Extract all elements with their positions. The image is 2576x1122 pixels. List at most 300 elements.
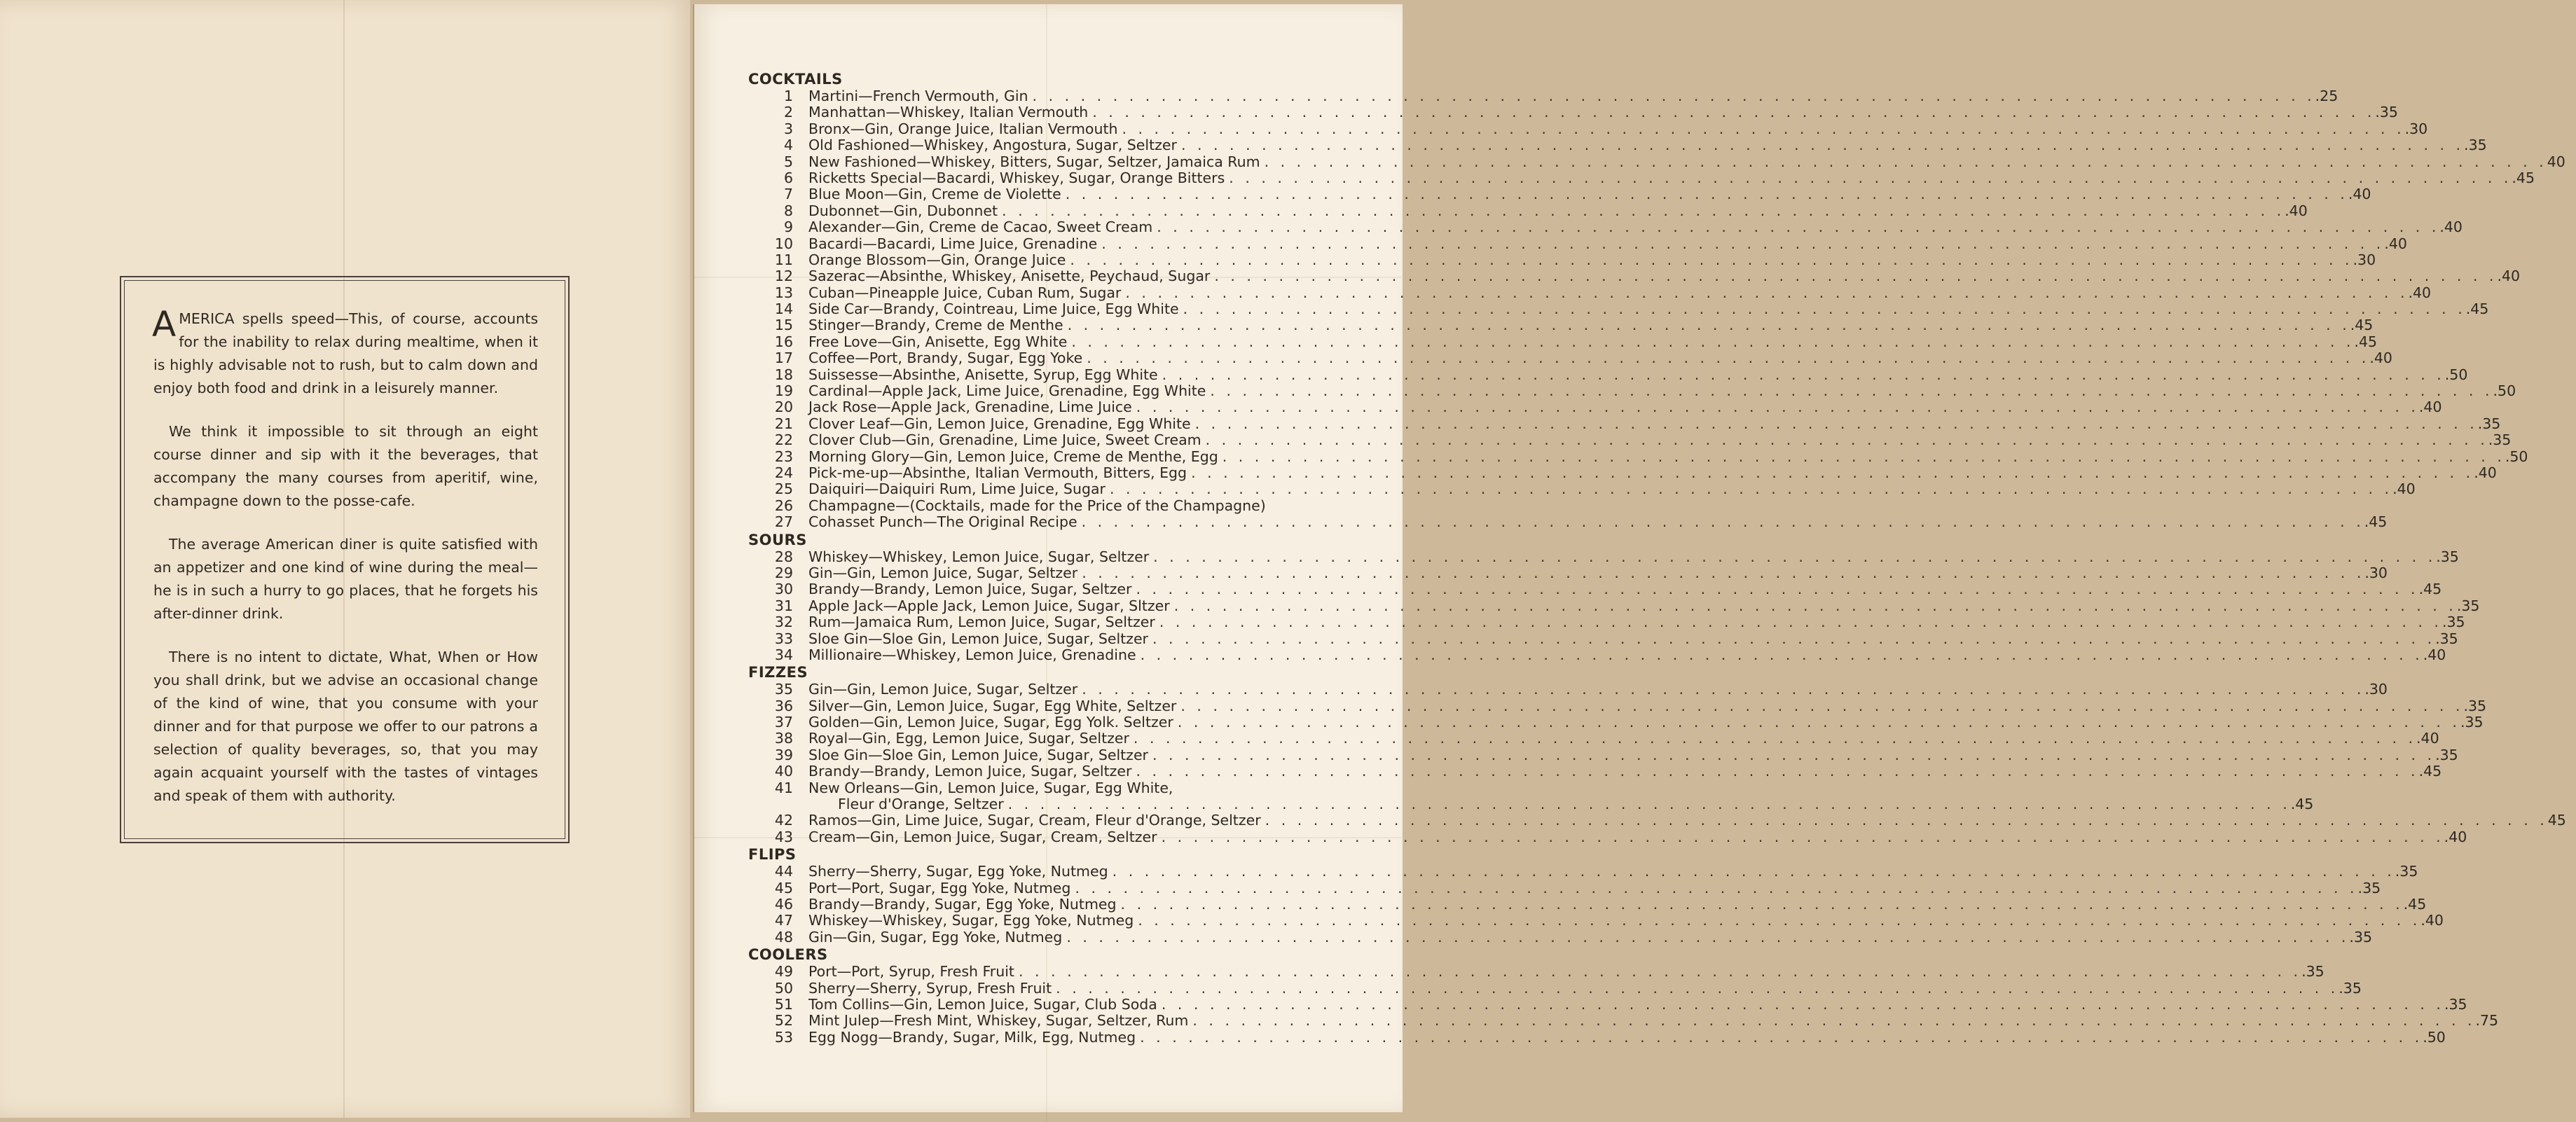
item-description-wrap [808, 252, 2353, 268]
item-number: 32 [774, 614, 793, 631]
item-description: Pick-me-up—Absinthe, Italian Vermouth, Bitters, Egg [808, 464, 1187, 481]
item-number: 8 [783, 202, 793, 219]
item-number: 46 [774, 895, 793, 913]
dot-leader: . . . . . . . . . . . . . . . . . . . . . . . . . . . . . . . . . . . . . . . . . . . . . . . . . . . . . . . . . . . . . . . . . . . . . . . . . . . . . . . . [1067, 317, 2350, 334]
item-price: .40 [2474, 464, 2497, 481]
intro-frame [120, 276, 570, 843]
menu-item [748, 169, 2535, 186]
menu-item [748, 498, 1340, 514]
item-description: Daiquiri—Daiquiri Rum, Lime Juice, Sugar [808, 480, 1106, 498]
item-description: Martini—French Vermouth, Gin [808, 88, 1028, 104]
item-description-wrap [808, 714, 2460, 730]
item-price: .45 [2418, 581, 2442, 598]
item-description: New Orleans—Gin, Lemon Juice, Sugar, Egg White, [808, 779, 1173, 796]
item-price: .25 [2315, 88, 2339, 104]
menu-item [748, 995, 2467, 1013]
item-price: .50 [2505, 448, 2528, 465]
item-description-wrap [808, 285, 2408, 301]
item-description: Sloe Gin—Sloe Gin, Lemon Juice, Sugar, Seltzer [808, 630, 1148, 647]
item-number: 26 [774, 497, 793, 514]
item-price: .40 [2423, 646, 2446, 663]
dot-leader: . . . . . . . . . . . . . . . . . . . . . . . . . . . . . . . . . . . . . . . . . . . . . . . . . . . . . . . . . . . . . . . . . . . . . . . . . . . . . . . . [1112, 863, 2395, 880]
menu-item [748, 349, 2392, 367]
item-number: 20 [774, 399, 793, 416]
item-description: Champagne—(Cocktails, made for the Price of the Champagne) [808, 497, 1266, 514]
item-number: 41 [774, 779, 793, 796]
menu-item [748, 366, 2468, 383]
item-description: Brandy—Brandy, Lemon Juice, Sugar, Seltzer [808, 581, 1132, 598]
item-description-wrap [808, 383, 2493, 399]
dot-leader: . . . . . . . . . . . . . . . . . . . . . . . . . . . . . . . . . . . . . . . . . . . . . . . . . . . . . . . . . . . . . . . . . . . . . . . . . . . . . . . . [1161, 995, 2444, 1013]
item-description: Sloe Gin—Sloe Gin, Lemon Juice, Sugar, Seltzer [808, 746, 1148, 763]
item-description-wrap [808, 432, 2488, 448]
dot-leader: . . . . . . . . . . . . . . . . . . . . . . . . . . . . . . . . . . . . . . . . . . . . . . . . . . . . . . . . . . . . . . . . . . . . . . . . . . . . . . . . [1120, 895, 2404, 913]
item-price: 40 [2547, 153, 2565, 170]
menu-item [748, 251, 2376, 268]
item-number: 10 [774, 235, 793, 252]
item-number: 40 [774, 763, 793, 780]
item-description-wrap [808, 268, 2497, 284]
item-description-wrap [808, 913, 2420, 929]
item-price: .45 [2465, 300, 2489, 318]
dot-leader [1173, 780, 1312, 796]
menu-item [748, 120, 2428, 137]
menu-item [748, 235, 2407, 252]
item-description: Manhattan—Whiskey, Italian Vermouth [808, 104, 1089, 121]
item-description: Golden—Gin, Lemon Juice, Sugar, Egg Yolk. Seltzer [808, 714, 1173, 731]
menu-item [748, 480, 2416, 498]
item-description-wrap [808, 864, 2395, 880]
menu-item [748, 681, 2388, 698]
dot-leader: . . . . . . . . . . . . . . . . . . . . . . . . . . . . . . . . . . . . . . . . . . . . . . . . . . . . . . . . . . . . . . . . . . . . . . . . . . . . . . . . [1140, 646, 2423, 663]
item-number: 9 [783, 219, 793, 236]
item-number: 30 [774, 581, 793, 598]
item-number: 53 [774, 1028, 793, 1046]
item-description-wrap [808, 1013, 2476, 1029]
item-description: Royal—Gin, Egg, Lemon Juice, Sugar, Seltzer [808, 730, 1129, 747]
item-description-wrap [808, 565, 2364, 581]
item-price: .45 [2354, 333, 2378, 350]
item-description-wrap [808, 399, 2419, 415]
item-description-wrap [808, 154, 2547, 170]
item-description-wrap [808, 981, 2339, 997]
menu-item [748, 564, 2388, 581]
item-number: 36 [774, 697, 793, 714]
item-price: .45 [2512, 169, 2535, 186]
item-number: 44 [774, 863, 793, 880]
menu-item [748, 597, 2480, 614]
menu-item [748, 763, 2442, 780]
item-description: Port—Port, Syrup, Fresh Fruit [808, 963, 1014, 981]
item-description: Free Love—Gin, Anisette, Egg White [808, 333, 1068, 350]
menu-item [748, 219, 2463, 236]
dot-leader: . . . . . . . . . . . . . . . . . . . . . . . . . . . . . . . . . . . . . . . . . . . . . . . . . . . . . . . . . . . . . . . . . . . . . . . . . . . . . . . . [1002, 202, 2285, 219]
menu-item [748, 513, 2388, 531]
item-description-wrap [808, 929, 2349, 946]
item-description: Sherry—Sherry, Sugar, Egg Yoke, Nutmeg [808, 863, 1108, 880]
item-description-wrap [808, 317, 2350, 333]
dot-leader: . . . . . . . . . . . . . . . . . . . . . . . . . . . . . . . . . . . . . . . . . . . . . . . . . . . . . . . . . . . . . . . . . . . . . . . . . . . . . . . . [1133, 730, 2417, 747]
menu-item [748, 202, 2308, 219]
dot-leader: . . . . . . . . . . . . . . . . . . . . . . . . . . . . . . . . . . . . . . . . . . . . . . . . . . . . . . . . . . . . . . . . . . . . . . . . . . . . . . . . [1071, 333, 2355, 350]
dot-leader: . . . . . . . . . . . . . . . . . . . . . . . . . . . . . . . . . . . . . . . . . . . . . . . . . . . . . . . . . . . . . . . . . . . . . . . . . . . . . . . . [1157, 219, 2440, 236]
item-price: .40 [2416, 730, 2439, 747]
dot-leader: . . . . . . . . . . . . . . . . . . . . . . . . . . . . . . . . . . . . . . . . . . . . . . . . . . . . . . . . . . . . . . . . . . . . . . . . . . . . . . . . [1210, 382, 2493, 400]
item-description-wrap [808, 681, 2364, 698]
item-description: Dubonnet—Gin, Dubonnet [808, 202, 998, 219]
item-description: Whiskey—Whiskey, Lemon Juice, Sugar, Seltzer [808, 548, 1150, 565]
item-description-wrap [808, 598, 2457, 614]
dot-leader: . . . . . . . . . . . . . . . . . . . . . . . . . . . . . . . . . . . . . . . . . . . . . . . . . . . . . . . . . . . . . . . . . . . . . . . . . . . . . . . . [1136, 763, 2419, 780]
menu-item [748, 630, 2458, 647]
dropcap: A [152, 304, 177, 345]
item-price: .40 [2444, 828, 2467, 845]
item-number: 29 [774, 564, 793, 581]
item-number: 15 [774, 317, 793, 334]
item-description-wrap [808, 481, 2392, 497]
item-price: .45 [2418, 763, 2442, 780]
item-price: .50 [2444, 366, 2468, 383]
item-number: 27 [774, 513, 793, 531]
item-description-wrap [808, 416, 2478, 432]
item-description-wrap [808, 465, 2474, 481]
item-price: .30 [2353, 251, 2376, 268]
item-number: 3 [783, 120, 793, 137]
item-description-wrap [808, 747, 2435, 763]
dot-leader: . . . . . . . . . . . . . . . . . . . . . . . . . . . . . . . . . . . . . . . . . . . . . . . . . . . . . . . . . . . . . . . . . . . . . . . . . . . . . . . . [1183, 300, 2466, 318]
dot-leader: . . . . . . . . . . . . . . . . . . . . . . . . . . . . . . . . . . . . . . . . . . . . . . . . . . . . . . . . . . . . . . . . . . . . . . . . . . . . . . . . [1205, 431, 2488, 449]
item-description: Alexander—Gin, Creme de Cacao, Sweet Cream [808, 219, 1153, 236]
item-number: 35 [774, 681, 793, 698]
dot-leader: . . . . . . . . . . . . . . . . . . . . . . . . . . . . . . . . . . . . . . . . . . . . . . . . . . . . . . . . . . . . . . . . . . . . . . . . . . . . . . . . [1018, 963, 2302, 981]
dot-leader: . . . . . . . . . . . . . . . . . . . . . . . . . . . . . . . . . . . . . . . . . . . . . . . . . . . . . . . . . . . . . . . . . . . . . . . . . . . . . . . . [1162, 366, 2445, 383]
intro-paragraph-4: There is no intent to dictate, What, When or How you shall drink, but we advise an occasional change of the kind of wine, that you consume with your dinner and for that purpose we offer to our patrons a selection of quality beverages, so, that you may again acquaint yourself with the tastes of vintages and speak of them with authority. [153, 649, 538, 804]
item-price: 45 [2547, 812, 2566, 829]
item-number: 13 [774, 284, 793, 301]
item-description: Cohasset Punch—The Original Recipe [808, 513, 1077, 531]
item-number: 42 [774, 812, 793, 829]
item-description: Clover Leaf—Gin, Lemon Juice, Grenadine, Egg White [808, 415, 1191, 432]
item-number: 14 [774, 300, 793, 318]
intro-paragraph-3: The average American diner is quite satisfied with an appetizer and one kind of wine during the meal—he is in such a hurry to go places, that he forgets his after-dinner drink. [153, 536, 538, 622]
menu-item [748, 104, 2398, 121]
item-price: .35 [2456, 597, 2480, 614]
menu-item [748, 548, 2459, 565]
menu-item [748, 88, 2339, 104]
item-price: .35 [2339, 979, 2362, 997]
item-description: Suissesse—Absinthe, Anisette, Syrup, Egg White [808, 366, 1158, 383]
item-description-wrap [808, 121, 2405, 137]
dot-leader: . . . . . . . . . . . . . . . . . . . . . . . . . . . . . . . . . . . . . . . . . . . . . . . . . . . . . . . . . . . . . . . . . . . . . . . . . . . . . . . . [1180, 697, 2464, 714]
item-description: Gin—Gin, Sugar, Egg Yoke, Nutmeg [808, 928, 1063, 946]
menu-item [748, 268, 2521, 285]
menu-item [748, 979, 2362, 997]
dot-leader: . . . . . . . . . . . . . . . . . . . . . . . . . . . . . . . . . . . . . . . . . . . . . . . . . . . . . . . . . . . . . . . . . . . . . . . . . . . . . . . . [1087, 349, 2370, 367]
item-price: .45 [2350, 317, 2374, 334]
item-price: .35 [2435, 746, 2458, 763]
menu-item [748, 828, 2467, 845]
item-price: .35 [2477, 415, 2501, 432]
item-price: .35 [2464, 137, 2487, 154]
item-number: 25 [774, 480, 793, 498]
dot-leader: . . . . . . . . . . . . . . . . . . . . . . . . . . . . . . . . . . . . . . . . . . . . . . . . . . . . . . . . . . . . . . . . . . . . . . . . . . . . . . . . [1192, 1012, 2476, 1030]
item-description: Whiskey—Whiskey, Sugar, Egg Yoke, Nutmeg [808, 912, 1134, 929]
menu-item [748, 431, 2512, 449]
item-description-wrap [808, 1030, 2423, 1046]
item-description-wrap [808, 581, 2419, 597]
item-price: .50 [2423, 1028, 2446, 1046]
item-description-wrap [808, 170, 2512, 186]
item-description-wrap [808, 498, 1312, 514]
item-price: .40 [2348, 186, 2371, 203]
item-price: .35 [2357, 879, 2381, 896]
dot-leader: . . . . . . . . . . . . . . . . . . . . . . . . . . . . . . . . . . . . . . . . . . . . . . . . . . . . . . . . . . . . . . . . . . . . . . . . . . . . . . . . [1082, 681, 2365, 698]
section-title: COOLERS [748, 946, 828, 964]
dot-leader: . . . . . . . . . . . . . . . . . . . . . . . . . . . . . . . . . . . . . . . . . . . . . . . . . . . . . . . . . . . . . . . . . . . . . . . . . . . . . . . . [1081, 513, 2364, 531]
item-description: Fleur d'Orange, Seltzer [838, 796, 1004, 813]
item-description: Side Car—Brandy, Cointreau, Lime Juice, Egg White [808, 300, 1179, 318]
item-description: Gin—Gin, Lemon Juice, Sugar, Seltzer [808, 564, 1078, 581]
item-number: 6 [783, 169, 793, 186]
item-price: .35 [2301, 963, 2324, 981]
item-price: .40 [2408, 284, 2432, 301]
intro-paragraph-2: We think it impossible to sit through an eight course dinner and sip with it the beverages, that accompany the many courses from aperitif, wine, champagne down to the posse-cafe. [153, 423, 538, 509]
item-description: Silver—Gin, Lemon Juice, Sugar, Egg White, Seltzer [808, 697, 1177, 714]
item-price: .40 [2392, 480, 2416, 498]
dot-leader: . . . . . . . . . . . . . . . . . . . . . . . . . . . . . . . . . . . . . . . . . . . . . . . . . . . . . . . . . . . . . . . . . . . . . . . . . . . . . . . . [1092, 104, 2376, 121]
item-description-wrap [808, 334, 2354, 350]
menu-item [748, 317, 2374, 334]
item-number: 7 [783, 186, 793, 203]
item-number: 47 [774, 912, 793, 929]
dot-leader: . . . . . . . . . . . . . . . . . . . . . . . . . . . . . . . . . . . . . . . . . . . . . . . . . . . . . . . . . . . . . . . . . . . . . . . . . . . . . . . . [1177, 714, 2460, 731]
item-price: .40 [2285, 202, 2308, 219]
item-number: 2 [783, 104, 793, 121]
menu-item [748, 796, 2314, 813]
item-description: Cuban—Pineapple Juice, Cuban Rum, Sugar [808, 284, 1122, 301]
menu-item [748, 464, 2497, 481]
item-description-wrap [808, 514, 2364, 530]
menu-item [748, 646, 2446, 663]
dot-leader: . . . . . . . . . . . . . . . . . . . . . . . . . . . . . . . . . . . . . . . . . . . . . . . . . . . . . . . . . . . . . . . . . . . . . . . . . . . . . . . . [1194, 415, 2478, 432]
item-description: Blue Moon—Gin, Creme de Violette [808, 186, 1061, 203]
item-description: Jack Rose—Apple Jack, Grenadine, Lime Juice [808, 399, 1132, 416]
item-description-wrap [808, 367, 2445, 383]
left-page [0, 0, 690, 1118]
menu-item [748, 614, 2465, 631]
item-description-wrap [808, 631, 2435, 647]
item-price: .35 [2395, 863, 2418, 880]
dot-leader: . . . . . . . . . . . . . . . . . . . . . . . . . . . . . . . . . . . . . . . . . . . . . . . . . . . . . . . . . . . . . . . . . . . . . . . . . . . . . . . . [1007, 796, 2291, 813]
item-description-wrap [808, 449, 2505, 465]
menu-item [748, 153, 2565, 170]
item-price: .35 [2441, 614, 2465, 631]
item-price: .50 [2493, 382, 2516, 400]
item-description-wrap [808, 186, 2348, 202]
item-description-wrap [808, 614, 2442, 630]
drink-menu [748, 70, 2566, 1046]
item-price: .35 [2349, 928, 2373, 946]
dot-leader: . . . . . . . . . . . . . . . . . . . . . . . . . . . . . . . . . . . . . . . . . . . . . . . . . . . . . . . . . . . . . . . . . . . . . . . . . . . . . . . . [1125, 284, 2409, 301]
item-number: 38 [774, 730, 793, 747]
menu-item [748, 448, 2528, 465]
item-description-wrap [808, 997, 2444, 1013]
item-price: .35 [2444, 995, 2467, 1013]
item-number: 1 [783, 88, 793, 104]
item-number: 16 [774, 333, 793, 350]
item-description: Port—Port, Sugar, Egg Yoke, Nutmeg [808, 879, 1071, 896]
item-description-wrap [808, 137, 2464, 153]
item-description: Apple Jack—Apple Jack, Lemon Juice, Sugar, Sltzer [808, 597, 1170, 614]
item-number: 17 [774, 349, 793, 367]
item-number: 39 [774, 746, 793, 763]
menu-item [748, 382, 2516, 400]
item-description-wrap [808, 698, 2463, 714]
item-description: Brandy—Brandy, Sugar, Egg Yoke, Nutmeg [808, 895, 1117, 913]
item-number: 12 [774, 268, 793, 285]
dot-leader: . . . . . . . . . . . . . . . . . . . . . . . . . . . . . . . . . . . . . . . . . . . . . . . . . . . . . . . . . . . . . . . . . . . . . . . . . . . . . . . . [1032, 88, 2315, 104]
menu-item [748, 137, 2487, 154]
menu-item [748, 863, 2418, 880]
item-price: .35 [2463, 697, 2487, 714]
menu-item [748, 415, 2501, 432]
item-description-wrap [808, 647, 2423, 663]
item-price: .40 [2497, 268, 2521, 285]
item-description: Mint Julep—Fresh Mint, Whiskey, Sugar, Seltzer, Rum [808, 1012, 1189, 1030]
menu-item [748, 186, 2371, 203]
dot-leader: . . . . . . . . . . . . . . . . . . . . . . . . . . . . . . . . . . . . . . . . . . . . . . . . . . . . . . . . . . . . . . . . . . . . . . . . . . . . . . . . [1109, 480, 2393, 498]
item-price: .35 [2435, 630, 2458, 647]
item-description: Sazerac—Absinthe, Whiskey, Anisette, Peychaud, Sugar [808, 268, 1211, 285]
item-number: 37 [774, 714, 793, 731]
item-price [1312, 780, 1340, 796]
item-description: Ricketts Special—Bacardi, Whiskey, Sugar, Orange Bitters [808, 169, 1225, 186]
item-price: .40 [2369, 349, 2392, 367]
item-description: Bacardi—Bacardi, Lime Juice, Grenadine [808, 235, 1098, 252]
item-description: Cream—Gin, Lemon Juice, Sugar, Cream, Seltzer [808, 828, 1157, 845]
dot-leader: . . . . . . . . . . . . . . . . . . . . . . . . . . . . . . . . . . . . . . . . . . . . . . . . . . . . . . . . . . . . . . . . . . . . . . . . . . . . . . . . [1229, 169, 2512, 186]
dot-leader: . . . . . . . . . . . . . . . . . . . . . . . . . . . . . . . . . . . . . . . . . . . . . . . . . . . . . . . . . . . . . . . . . . . . . . . . . . . . . . . . [1153, 548, 2437, 565]
item-number: 11 [774, 251, 793, 268]
dot-leader: . . . . . . . . . . . . . . . . . . . . . . . . . . . . . . . . . . . . . . . . . . . . . . . . . . . . . . . . . . . . . . . . . . . . . . . . . . . . . . . . [1136, 399, 2419, 416]
item-description-wrap [808, 964, 2301, 980]
dot-leader: . . . . . . . . . . . . . . . . . . . . . . . . . . . . . . . . . . . . . . . . . . . . . . . . . . . . . . . . . . . . . . . . . . . . . . . . . . . . . . . . [1066, 928, 2350, 946]
dot-leader: . . . . . . . . . . . . . . . . . . . . . . . . . . . . . . . . . . . . . . . . . . . . . . . . . . . . . . . . . . . . . . . . . . . . . . . . . . . . . . . . [1075, 879, 2358, 896]
menu-item [748, 895, 2427, 913]
item-price [1312, 498, 1340, 514]
item-description-wrap [808, 880, 2358, 896]
item-number: 4 [783, 137, 793, 154]
item-number: 24 [774, 464, 793, 481]
item-price: .35 [2488, 431, 2512, 449]
item-description: Sherry—Sherry, Syrup, Fresh Fruit [808, 979, 1052, 997]
item-price: .45 [2290, 796, 2314, 813]
item-description: Ramos—Gin, Lime Juice, Sugar, Cream, Fleur d'Orange, Seltzer [808, 812, 1261, 829]
menu-item [748, 333, 2378, 350]
item-price: .40 [2418, 399, 2442, 416]
dot-leader: . . . . . . . . . . . . . . . . . . . . . . . . . . . . . . . . . . . . . . . . . . . . . . . . . . . . . . . . . . . . . . . . . . . . . . . . . . . . . . . . [1159, 614, 2442, 631]
item-description: Rum—Jamaica Rum, Lemon Juice, Sugar, Seltzer [808, 614, 1155, 631]
dot-leader: . . . . . . . . . . . . . . . . . . . . . . . . . . . . . . . . . . . . . . . . . . . . . . . . . . . . . . . . . . . . . . . . . . . . . . . . . . . . . . . . [1265, 812, 2548, 829]
dot-leader: . . . . . . . . . . . . . . . . . . . . . . . . . . . . . . . . . . . . . . . . . . . . . . . . . . . . . . . . . . . . . . . . . . . . . . . . . . . . . . . . [1065, 186, 2348, 203]
menu-item [748, 697, 2487, 714]
item-description-wrap [808, 730, 2416, 747]
dot-leader: . . . . . . . . . . . . . . . . . . . . . . . . . . . . . . . . . . . . . . . . . . . . . . . . . . . . . . . . . . . . . . . . . . . . . . . . . . . . . . . . [1122, 120, 2405, 137]
item-price: .40 [2384, 235, 2407, 252]
menu-item [748, 780, 1340, 796]
menu-item [748, 963, 2324, 981]
item-price: .45 [2403, 895, 2427, 913]
menu-item [748, 879, 2381, 896]
dot-leader: . . . . . . . . . . . . . . . . . . . . . . . . . . . . . . . . . . . . . . . . . . . . . . . . . . . . . . . . . . . . . . . . . . . . . . . . . . . . . . . . [1140, 1028, 2423, 1046]
item-number: 52 [774, 1012, 793, 1030]
dot-leader: . . . . . . . . . . . . . . . . . . . . . . . . . . . . . . . . . . . . . . . . . . . . . . . . . . . . . . . . . . . . . . . . . . . . . . . . . . . . . . . . [1264, 153, 2547, 170]
intro-text [124, 280, 565, 839]
item-number: 48 [774, 928, 793, 946]
dot-leader: . . . . . . . . . . . . . . . . . . . . . . . . . . . . . . . . . . . . . . . . . . . . . . . . . . . . . . . . . . . . . . . . . . . . . . . . . . . . . . . . [1101, 235, 2385, 252]
item-price: .40 [2439, 219, 2463, 236]
menu-item [748, 746, 2458, 763]
menu-item [748, 1028, 2446, 1046]
dot-leader: . . . . . . . . . . . . . . . . . . . . . . . . . . . . . . . . . . . . . . . . . . . . . . . . . . . . . . . . . . . . . . . . . . . . . . . . . . . . . . . . [1138, 912, 2421, 929]
dot-leader: . . . . . . . . . . . . . . . . . . . . . . . . . . . . . . . . . . . . . . . . . . . . . . . . . . . . . . . . . . . . . . . . . . . . . . . . . . . . . . . . [1173, 597, 2457, 614]
item-description-wrap [808, 780, 1312, 796]
item-number: 51 [774, 995, 793, 1013]
item-number: 28 [774, 548, 793, 565]
menu-item [748, 581, 2442, 598]
item-price: .45 [2364, 513, 2388, 531]
item-price: .35 [2436, 548, 2459, 565]
item-description-wrap [808, 104, 2375, 120]
menu-item [748, 1012, 2499, 1030]
item-description-wrap [808, 219, 2439, 235]
item-description: Old Fashioned—Whiskey, Angostura, Sugar, Seltzer [808, 137, 1177, 154]
section-title: COCKTAILS [748, 71, 843, 88]
item-number: 5 [783, 153, 793, 170]
item-description-wrap [808, 829, 2444, 845]
dot-leader: . . . . . . . . . . . . . . . . . . . . . . . . . . . . . . . . . . . . . . . . . . . . . . . . . . . . . . . . . . . . . . . . . . . . . . . . . . . . . . . . [1191, 464, 2474, 481]
dot-leader: . . . . . . . . . . . . . . . . . . . . . . . . . . . . . . . . . . . . . . . . . . . . . . . . . . . . . . . . . . . . . . . . . . . . . . . . . . . . . . . . [1222, 448, 2505, 465]
item-description: Brandy—Brandy, Lemon Juice, Sugar, Seltzer [808, 763, 1132, 780]
item-number: 22 [774, 431, 793, 449]
section-title: FLIPS [748, 846, 797, 864]
menu-item [748, 812, 2566, 829]
item-description-wrap [808, 203, 2285, 219]
dot-leader: . . . . . . . . . . . . . . . . . . . . . . . . . . . . . . . . . . . . . . . . . . . . . . . . . . . . . . . . . . . . . . . . . . . . . . . . . . . . . . . . [1056, 979, 2339, 997]
item-description-wrap [808, 88, 2315, 104]
item-description-wrap [808, 896, 2404, 913]
item-number: 18 [774, 366, 793, 383]
section-title: FIZZES [748, 664, 808, 681]
item-price: .35 [2375, 104, 2398, 121]
item-price: .30 [2404, 120, 2428, 137]
item-description-wrap [808, 350, 2369, 366]
item-number: 43 [774, 828, 793, 845]
item-number: 33 [774, 630, 793, 647]
menu-item [748, 912, 2444, 929]
menu-item [748, 714, 2484, 731]
dot-leader: . . . . . . . . . . . . . . . . . . . . . . . . . . . . . . . . . . . . . . . . . . . . . . . . . . . . . . . . . . . . . . . . . . . . . . . . . . . . . . . . [1152, 746, 2436, 763]
dot-leader: . . . . . . . . . . . . . . . . . . . . . . . . . . . . . . . . . . . . . . . . . . . . . . . . . . . . . . . . . . . . . . . . . . . . . . . . . . . . . . . . [1136, 581, 2419, 598]
item-description-wrap [808, 763, 2419, 780]
item-price: .30 [2364, 681, 2388, 698]
dot-leader: . . . . . . . . . . . . . . . . . . . . . . . . . . . . . . . . . . . . . . . . . . . . . . . . . . . . . . . . . . . . . . . . . . . . . . . . . . . . . . . . [1152, 630, 2436, 647]
item-number: 49 [774, 963, 793, 981]
intro-paragraph-1: AMERICA spells speed—This, of course, accounts for the inability to relax during mealtime, when it is highly advisable not to rush, but to calm down and enjoy both food and drink in a leisurely manner. [152, 304, 538, 396]
menu-item [748, 284, 2432, 301]
item-price: .35 [2460, 714, 2484, 731]
item-number: 45 [774, 879, 793, 896]
